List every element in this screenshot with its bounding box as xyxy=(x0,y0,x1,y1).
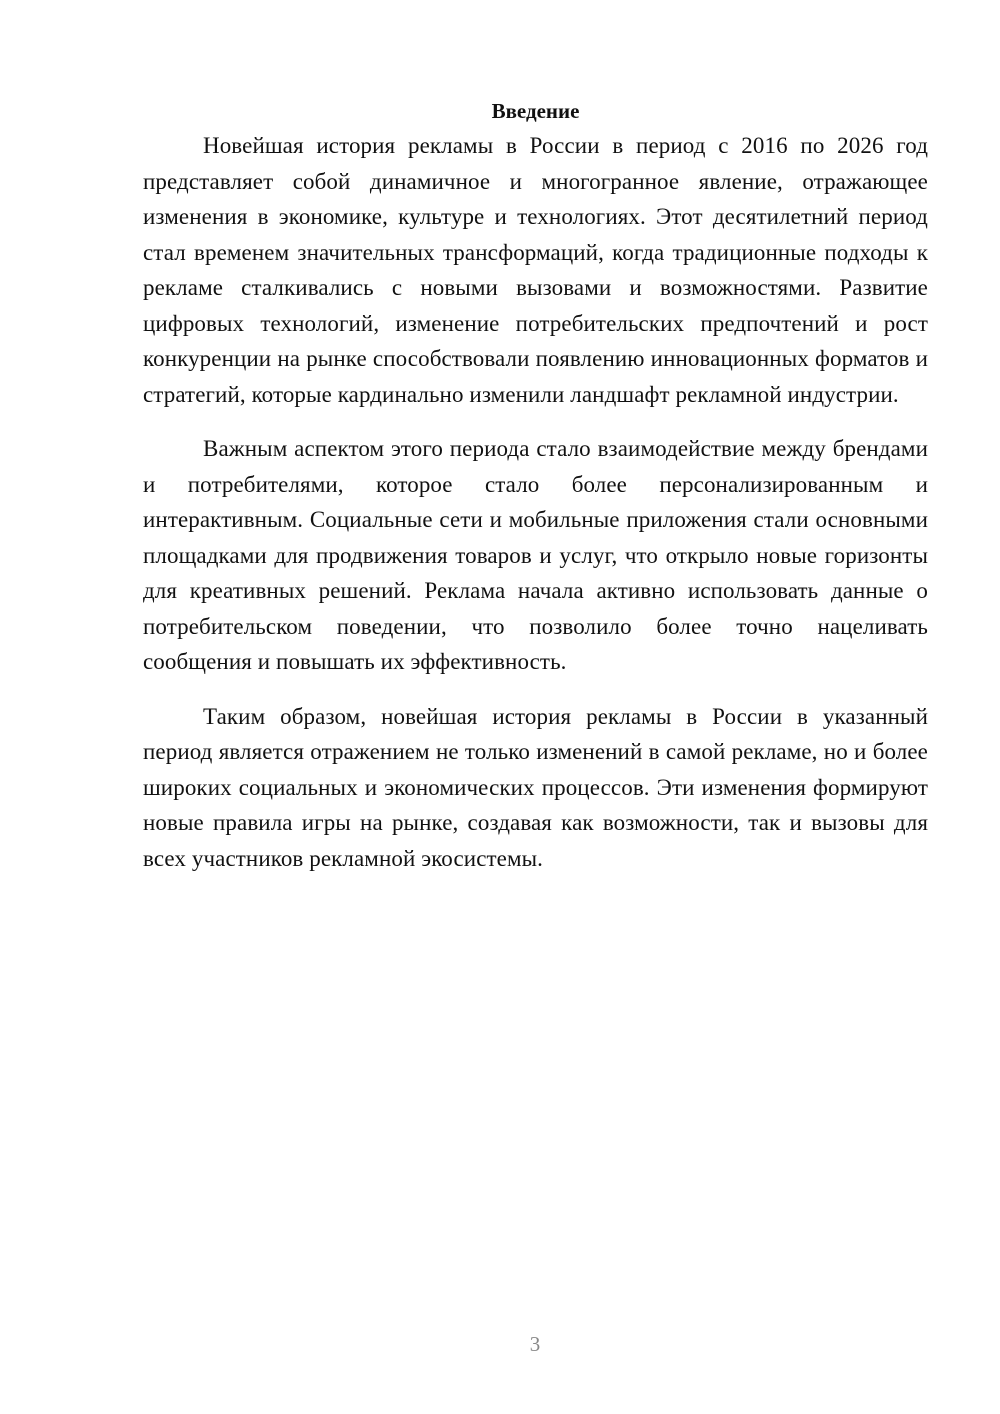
paragraph-3: Таким образом, новейшая история рекламы в России в указанный период является отражением не только изменений в самой рекламе, но и более широких социальных и экономических процессов. Эти изменения формируют новые правила игры на рынке, создавая как возможности, так и вызовы для всех участников рекламной экосистемы. xyxy=(143,703,928,871)
page-content xyxy=(143,96,928,876)
page-number: 3 xyxy=(529,1332,541,1356)
paragraph-1: Новейшая история рекламы в России в период с 2016 по 2026 год представляет собой динамичное и многогранное явление, отражающее изменения в экономике, культуре и технологиях. Этот десятилетний период стал временем значительных трансформаций, когда традиционные подходы к рекламе сталкивались с новыми вызовами и возможностями. Развитие цифровых технологий, изменение потребительских предпочтений и рост конкуренции на рынке способствовали появлению инновационных форматов и стратегий, которые кардинально изменили ландшафт рекламной индустрии. xyxy=(143,133,928,407)
section-title: Введение xyxy=(491,99,580,123)
paragraph-2: Важным аспектом этого периода стало взаимодействие между брендами и потребителями, которое стало более персонализированным и интерактивным. Социальные сети и мобильные приложения стали основными площадками для продвижения товаров и услуг, что открыло новые горизонты для креативных решений. Реклама начала активно использовать данные о потребительском поведении, что позволило более точно нацеливать сообщения и повышать их эффективность. xyxy=(143,436,928,674)
